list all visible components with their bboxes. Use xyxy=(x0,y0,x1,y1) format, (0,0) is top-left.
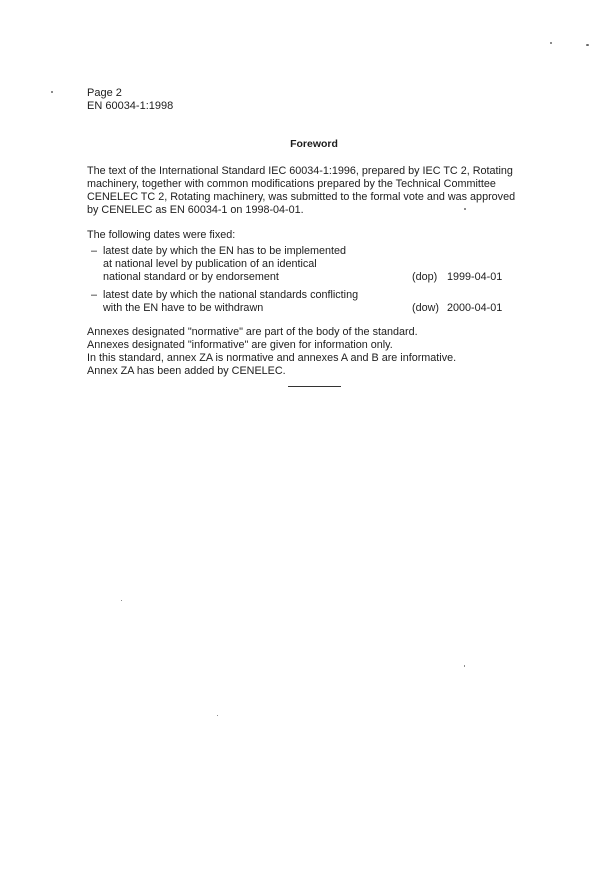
date-item-line: with the EN have to be withdrawn xyxy=(103,302,264,314)
scan-speck xyxy=(586,44,589,46)
annex-line: Annexes designated "normative" are part of the body of the standard. xyxy=(87,326,418,338)
section-title: Foreword xyxy=(290,138,338,150)
standard-reference: EN 60034-1:1998 xyxy=(87,100,174,112)
annex-notes xyxy=(87,326,456,378)
intro-line: The text of the International Standard IEC 60034-1:1996, prepared by IEC TC 2, Rotating xyxy=(87,165,513,177)
date-item-line: at national level by publication of an identical xyxy=(103,258,317,270)
scan-speck xyxy=(121,600,122,601)
intro-line: machinery, together with common modifications prepared by the Technical Committee xyxy=(87,178,496,190)
intro-line: CENELEC TC 2, Rotating machinery, was submitted to the formal vote and was approved xyxy=(87,191,516,203)
intro-line: by CENELEC as EN 60034-1 on 1998-04-01. xyxy=(87,204,304,216)
page-header xyxy=(87,87,173,113)
date-value: 2000-04-01 xyxy=(447,302,503,314)
date-item-text xyxy=(103,245,403,284)
date-item-line: latest date by which the national standards conflicting xyxy=(103,289,359,301)
scan-speck xyxy=(464,665,465,667)
date-item-line: national standard or by endorsement xyxy=(103,271,279,283)
date-value: 1999-04-01 xyxy=(447,271,503,283)
intro-paragraph xyxy=(87,165,537,217)
scan-speck xyxy=(217,715,218,716)
annex-line: Annexes designated "informative" are given for information only. xyxy=(87,339,393,351)
date-code: (dop) xyxy=(412,271,438,283)
scan-speck xyxy=(51,91,53,93)
annex-line: In this standard, annex ZA is normative and annexes A and B are informative. xyxy=(87,352,457,364)
date-item-text xyxy=(103,289,403,315)
scan-speck xyxy=(464,208,466,210)
annex-line: Annex ZA has been added by CENELEC. xyxy=(87,365,286,377)
scan-speck xyxy=(550,42,552,44)
list-dash: – xyxy=(91,245,98,257)
page-number: Page 2 xyxy=(87,87,122,99)
end-rule xyxy=(288,386,341,387)
list-dash: – xyxy=(91,289,98,301)
date-code: (dow) xyxy=(412,302,439,314)
dates-intro: The following dates were fixed: xyxy=(87,229,236,241)
date-item-line: latest date by which the EN has to be implemented xyxy=(103,245,347,257)
